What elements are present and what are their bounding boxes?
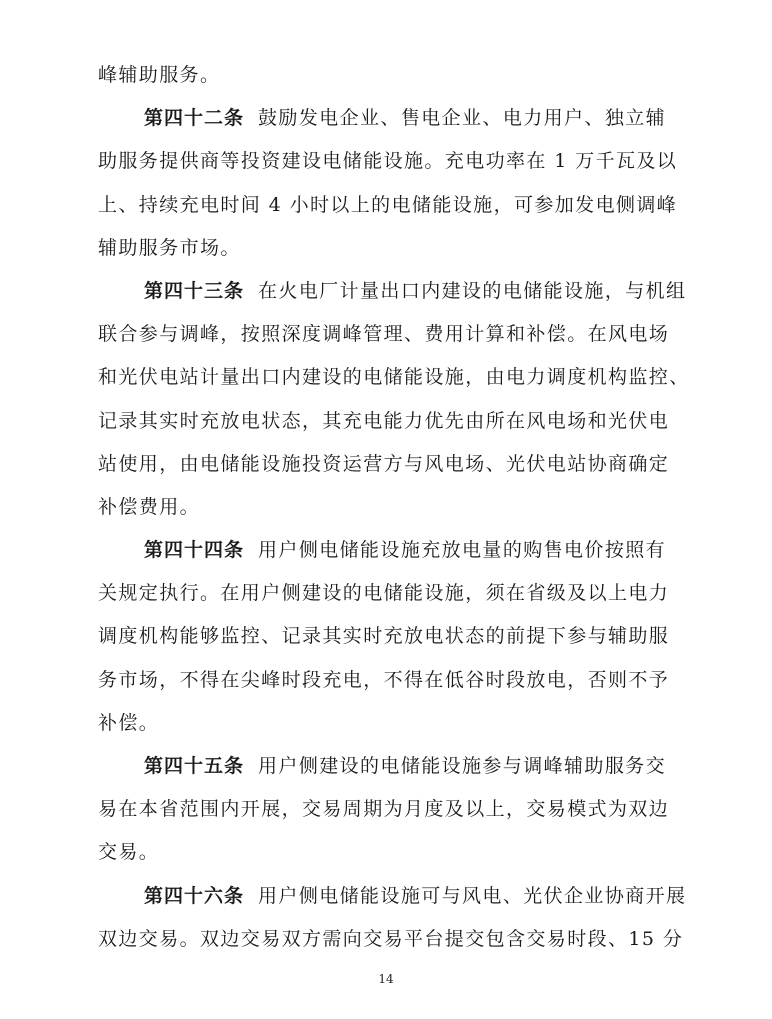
text-line [98, 659, 690, 702]
text-line [98, 356, 690, 399]
text-line [98, 313, 690, 356]
line-text: 双边交易。双边交易双方需向交易平台提交包含交易时段、15 分 [98, 927, 684, 950]
line-text: 关规定执行。在用户侧建设的电储能设施，须在省级及以上电力 [98, 582, 670, 605]
text-line [98, 702, 690, 745]
line-text: 交易。 [98, 841, 160, 864]
document-body [98, 54, 690, 961]
line-text: 补偿。 [98, 711, 160, 734]
article-title: 第四十六条 [144, 884, 245, 907]
line-text: 记录其实时充放电状态，其充电能力优先由所在风电场和光伏电 [98, 409, 670, 432]
article-title: 第四十四条 [144, 539, 245, 562]
article-title: 第四十二条 [144, 107, 245, 130]
text-line [98, 400, 690, 443]
text-line [98, 140, 690, 183]
text-line [98, 227, 690, 270]
text-line [98, 270, 690, 313]
text-line [98, 788, 690, 831]
line-text: 补偿费用。 [98, 495, 201, 518]
line-text: 调度机构能够监控、记录其实时充放电状态的前提下参与辅助服 [98, 625, 670, 648]
text-line [98, 875, 690, 918]
line-text: 用户侧电储能设施可与风电、光伏企业协商开展 [258, 884, 687, 907]
line-text: 站使用，由电储能设施投资运营方与风电场、光伏电站协商确定 [98, 452, 670, 475]
line-text: 用户侧电储能设施充放电量的购售电价按照有 [258, 539, 667, 562]
text-line [98, 184, 690, 227]
line-text: 峰辅助服务。 [98, 64, 221, 86]
line-text: 和光伏电站计量出口内建设的电储能设施，由电力调度机构监控、 [98, 366, 690, 389]
line-text: 鼓励发电企业、售电企业、电力用户、独立辅 [258, 107, 667, 130]
text-line [98, 443, 690, 486]
line-text: 助服务提供商等投资建设电储能设施。充电功率在 1 万千瓦及以 [98, 150, 678, 173]
line-text: 联合参与调峰，按照深度调峰管理、费用计算和补偿。在风电场 [98, 323, 670, 346]
text-line [98, 831, 690, 874]
line-text: 务市场，不得在尖峰时段充电，不得在低谷时段放电，否则不予 [98, 668, 670, 691]
text-line [98, 529, 690, 572]
text-line [98, 615, 690, 658]
text-line [98, 572, 690, 615]
text-line [98, 486, 690, 529]
text-line [98, 745, 690, 788]
line-text: 辅助服务市场。 [98, 236, 241, 259]
line-text: 用户侧建设的电储能设施参与调峰辅助服务交 [258, 755, 667, 777]
article-title: 第四十五条 [144, 755, 245, 777]
page-number: 14 [378, 972, 394, 986]
text-line [98, 97, 690, 140]
text-line [98, 918, 690, 961]
line-text: 在火电厂计量出口内建设的电储能设施，与机组 [258, 279, 687, 302]
text-line [98, 54, 690, 97]
line-text: 上、持续充电时间 4 小时以上的电储能设施，可参加发电侧调峰 [98, 193, 678, 216]
article-title: 第四十三条 [144, 279, 245, 302]
line-text: 易在本省范围内开展，交易周期为月度及以上，交易模式为双边 [98, 798, 670, 821]
